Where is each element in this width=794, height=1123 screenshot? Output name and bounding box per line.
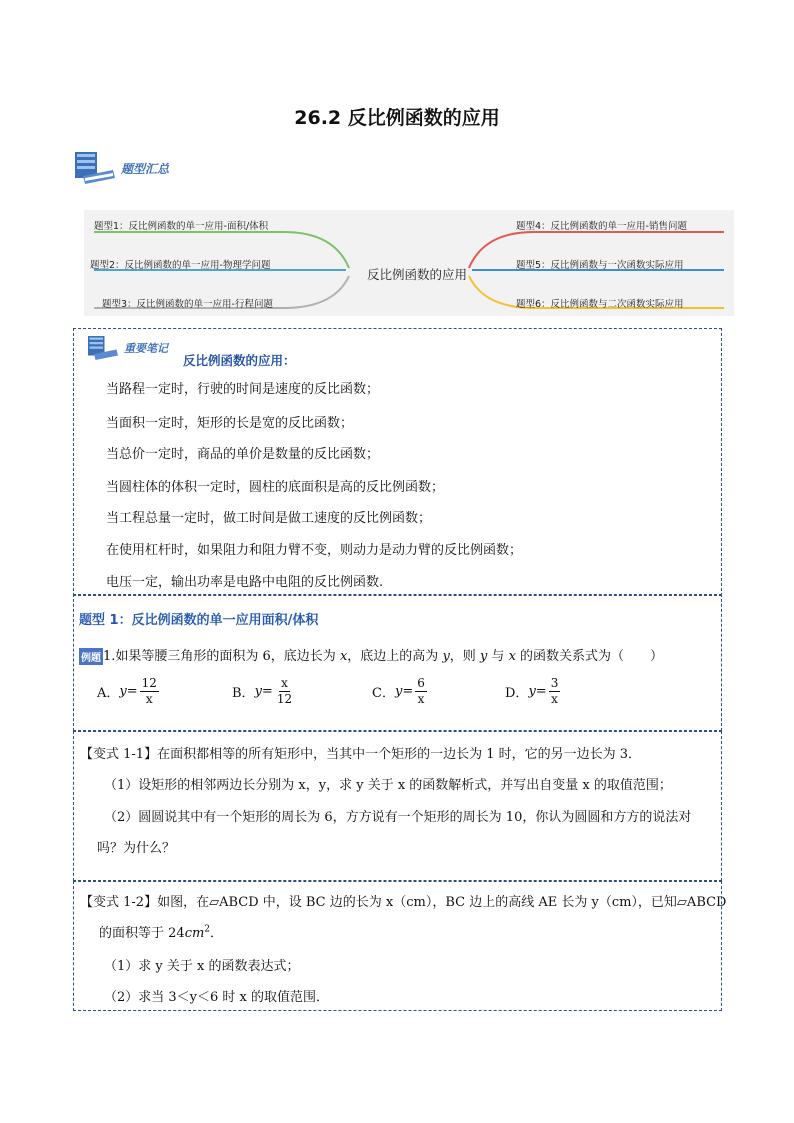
note-line-6: 在使用杠杆时，如果阻力和阻力臂不变，则动力是动力臂的反比例函数； xyxy=(106,543,523,558)
notebook-icon xyxy=(86,333,120,363)
mindmap-item-6: 题型6：反比例函数与二次函数实际应用 xyxy=(516,299,684,310)
variant-1-1-line-1: 【变式 1-1】在面积都相等的所有矩形中，当其中一个矩形的一边长为 1 时，它的另一边长为 3． xyxy=(80,747,642,762)
topic-mindmap xyxy=(84,210,734,316)
notes-heading: 反比例函数的应用： xyxy=(183,353,296,368)
choice-b[interactable]: B． y = $\frac{x}{12}$ xyxy=(232,676,293,706)
summary-badge-label: 题型汇总 xyxy=(121,161,170,176)
note-line-4: 当圆柱体的体积一定时，圆柱的底面积是高的反比例函数； xyxy=(106,480,445,495)
example-badge: 例题 xyxy=(79,648,103,665)
page-title: 26.2 反比例函数的应用 xyxy=(294,107,500,129)
choice-d[interactable]: D． y = $\frac{3}{x}$ xyxy=(505,676,559,706)
mindmap-center: 反比例函数的应用 xyxy=(366,267,467,282)
variant-1-1-line-4: 吗？为什么？ xyxy=(97,841,176,856)
mindmap-item-3: 题型3：反比例函数的单一应用-行程问题 xyxy=(102,299,273,310)
summary-badge xyxy=(73,148,169,188)
note-line-2: 当面积一定时，矩形的长是宽的反比函数； xyxy=(106,416,354,431)
example1-question: 例题 1.如果等腰三角形的面积为 6，底边长为 x，底边上的高为 y，则 y 与 x 的函数关系式为（ ） xyxy=(81,649,664,664)
choice-a[interactable]: A． y = $\frac{12}{x}$ xyxy=(97,676,157,706)
notes-badge xyxy=(86,333,168,363)
note-line-1: 当路程一定时，行驶的时间是速度的反比函数； xyxy=(106,382,380,397)
variant-1-2-line-1: 【变式 1-2】如图，在▱ABCD 中，设 BC 边的长为 x（cm），BC 边上的高线 AE 长为 y（cm），已知▱ABCD xyxy=(80,895,727,910)
note-line-3: 当总价一定时，商品的单价是数量的反比函数； xyxy=(106,447,380,462)
variant-1-2-line-4: （2）求当 3＜y＜6 时 x 的取值范围． xyxy=(104,990,330,1005)
note-line-5: 当工程总量一定时，做工时间是做工速度的反比例函数； xyxy=(106,511,432,526)
mindmap-item-2: 题型2：反比例函数的单一应用-物理学问题 xyxy=(90,260,271,271)
variant-1-2-line-2: 的面积等于 $24cm^2$． xyxy=(99,924,224,941)
variant-1-1-line-2: （1）设矩形的相邻两边长分别为 x，y，求 y 关于 x 的函数解析式，并写出自变量 x 的取值范围； xyxy=(104,778,672,793)
section1-title: 题型 1：反比例函数的单一应用面积/体积 xyxy=(79,613,319,628)
choice-c[interactable]: C． y = $\frac{6}{x}$ xyxy=(372,676,425,706)
mindmap-item-5: 题型5：反比例函数与一次函数实际应用 xyxy=(516,260,684,271)
mindmap-item-4: 题型4：反比例函数的单一应用-销售问题 xyxy=(516,221,687,232)
notes-badge-label: 重要笔记 xyxy=(124,342,168,355)
variant-1-1-line-3: （2）圆圆说其中有一个矩形的周长为 6，方方说有一个矩形的周长为 10，你认为圆圆和方方的说法对 xyxy=(104,810,692,825)
variant-1-2-line-3: （1）求 y 关于 x 的函数表达式； xyxy=(104,959,300,974)
books-icon xyxy=(73,148,117,188)
note-line-7: 电压一定，输出功率是电路中电阻的反比例函数. xyxy=(106,575,384,590)
mindmap-item-1: 题型1：反比例函数的单一应用-面积/体积 xyxy=(94,221,269,232)
